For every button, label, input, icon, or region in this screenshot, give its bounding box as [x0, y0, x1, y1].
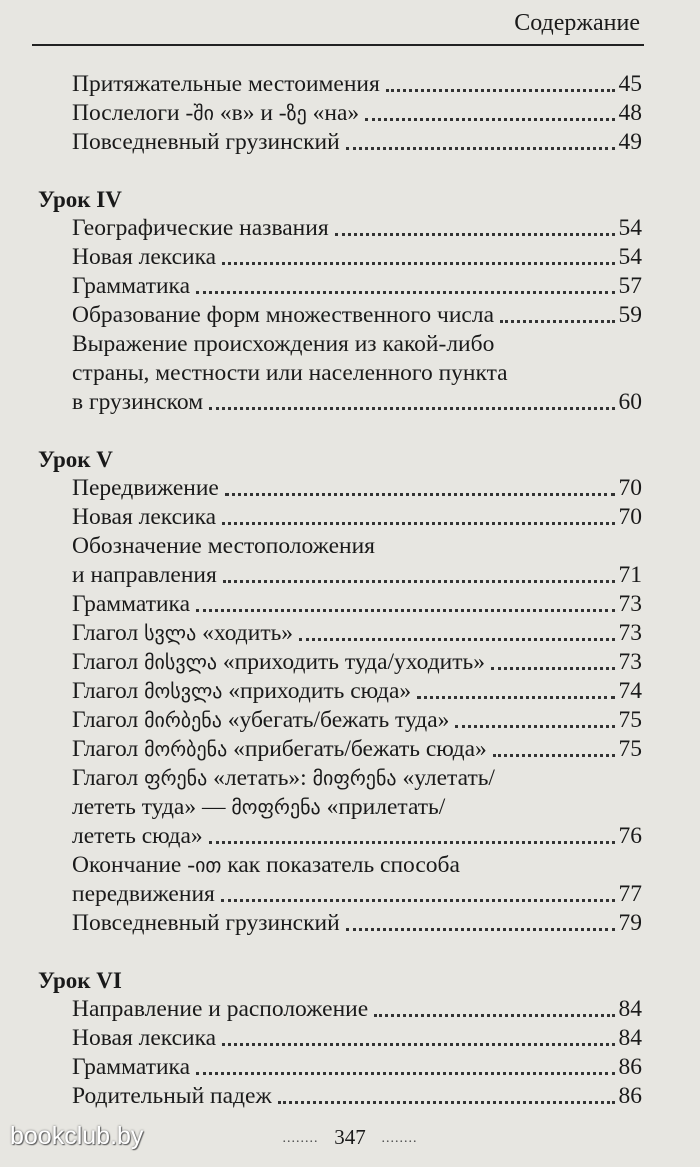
toc-entry-text: Выражение происхождения из какой-либо	[72, 331, 495, 357]
toc-page-number: 84	[618, 1025, 642, 1051]
toc-entry-line	[38, 793, 642, 822]
toc-entry-line	[38, 330, 642, 359]
toc-entry-line	[38, 590, 642, 619]
toc-entry-text: Новая лексика	[72, 504, 217, 530]
dot-leader	[335, 233, 615, 236]
toc-entry-line	[38, 1082, 642, 1111]
toc-entry-line	[38, 735, 642, 764]
footer-left-dots: ........	[282, 1131, 319, 1147]
dot-leader	[299, 638, 614, 641]
toc-entry-line	[38, 214, 642, 243]
header-rule	[32, 44, 644, 46]
toc-entry-line	[38, 851, 642, 880]
toc-entry-line	[38, 909, 642, 938]
toc-section	[38, 966, 642, 1111]
dot-leader	[196, 1072, 614, 1075]
dot-leader	[346, 928, 615, 931]
toc-entry-text: Повседневный грузинский	[72, 129, 340, 155]
toc-entry-text: Глагол მოსვლა «приходить сюда»	[72, 678, 412, 704]
dot-leader	[346, 147, 615, 150]
toc-entry-line	[38, 619, 642, 648]
toc-entry-text: Географические названия	[72, 215, 329, 241]
toc-entry-line	[38, 880, 642, 909]
toc-entry-line	[38, 388, 642, 417]
toc-entry-text: Окончание -ით как показатель способа	[72, 852, 460, 878]
dot-leader	[493, 754, 615, 757]
toc-entry-text: в грузинском	[72, 389, 204, 415]
toc-entry-text: Обозначение местоположения	[72, 533, 375, 559]
dot-leader	[209, 407, 614, 410]
toc-page-number: 49	[618, 129, 642, 155]
dot-leader	[209, 841, 615, 844]
dot-leader	[221, 899, 615, 902]
toc-page-number: 75	[618, 707, 642, 733]
dot-leader	[386, 89, 615, 92]
toc-section	[38, 445, 642, 938]
toc-entry-line	[38, 764, 642, 793]
toc-entry-text: Передвижение	[72, 475, 219, 501]
toc-page-number: 86	[618, 1083, 642, 1109]
toc-entry-line	[38, 243, 642, 272]
toc-entry-text: Повседневный грузинский	[72, 910, 340, 936]
dot-leader	[222, 1043, 614, 1046]
toc-page-number: 60	[618, 389, 642, 415]
toc-page-number: 79	[618, 910, 642, 936]
table-of-contents	[38, 70, 642, 1111]
toc-entry-line	[38, 503, 642, 532]
toc-entry-line	[38, 706, 642, 735]
toc-entry-text: Новая лексика	[72, 1025, 217, 1051]
toc-entry-line	[38, 532, 642, 561]
toc-entry-line	[38, 474, 642, 503]
toc-entry-text: Грамматика	[72, 1054, 191, 1080]
toc-entry-text: Родительный падеж	[72, 1083, 272, 1109]
toc-entry-text: лететь сюда»	[72, 823, 203, 849]
toc-page-number: 73	[618, 649, 642, 675]
toc-page-number: 73	[618, 620, 642, 646]
toc-entry-line	[38, 70, 642, 99]
section-title: Урок IV	[38, 187, 122, 212]
toc-entry-line	[38, 995, 642, 1024]
toc-page-number: 54	[618, 244, 642, 270]
page-number: 347	[334, 1125, 366, 1149]
toc-page-number: 84	[618, 996, 642, 1022]
toc-entry-line	[38, 301, 642, 330]
toc-entry-line	[38, 648, 642, 677]
toc-page-number: 45	[618, 71, 642, 97]
toc-entry-text: Глагол მისვლა «приходить туда/уходить»	[72, 649, 485, 675]
dot-leader	[365, 118, 614, 121]
toc-page-number: 57	[618, 273, 642, 299]
dot-leader	[417, 696, 614, 699]
toc-page-number: 54	[618, 215, 642, 241]
toc-page-number: 77	[618, 881, 642, 907]
toc-entry-text: Глагол მირბენა «убегать/бежать туда»	[72, 707, 450, 733]
toc-section	[38, 70, 642, 157]
toc-entry-text: передвижения	[72, 881, 215, 907]
toc-entry-line	[38, 1053, 642, 1082]
dot-leader	[222, 522, 614, 525]
footer-right-dots: ........	[381, 1131, 418, 1147]
section-title: Урок VI	[38, 968, 122, 993]
toc-page-number: 74	[618, 678, 642, 704]
toc-entry-text: Глагол მორბენა «прибегать/бежать сюда»	[72, 736, 487, 762]
toc-entry-text: Направление и расположение	[72, 996, 369, 1022]
running-header-title: Содержание	[514, 10, 640, 36]
toc-entry-text: Новая лексика	[72, 244, 217, 270]
toc-page-number: 86	[618, 1054, 642, 1080]
toc-entry-line	[38, 128, 642, 157]
toc-entry-text: лететь туда» — მოფრენა «прилетать/	[72, 794, 446, 820]
toc-entry-line	[38, 359, 642, 388]
toc-entry-text: Грамматика	[72, 591, 191, 617]
toc-entry-text: Послелоги -ში «в» и -ზე «на»	[72, 100, 360, 126]
dot-leader	[374, 1014, 614, 1017]
dot-leader	[223, 580, 615, 583]
toc-page-number: 70	[618, 504, 642, 530]
dot-leader	[222, 262, 614, 265]
dot-leader	[225, 493, 615, 496]
section-title: Урок V	[38, 447, 113, 472]
toc-entry-line	[38, 99, 642, 128]
toc-page-number: 71	[618, 562, 642, 588]
toc-entry-text: Грамматика	[72, 273, 191, 299]
dot-leader	[500, 320, 614, 323]
dot-leader	[491, 667, 615, 670]
toc-page-number: 48	[618, 100, 642, 126]
dot-leader	[196, 291, 614, 294]
toc-page-number: 75	[618, 736, 642, 762]
toc-entry-text: Притяжательные местоимения	[72, 71, 380, 97]
toc-page-number: 76	[618, 823, 642, 849]
toc-section	[38, 185, 642, 417]
toc-page-number: 70	[618, 475, 642, 501]
toc-entry-text: и направления	[72, 562, 217, 588]
dot-leader	[278, 1101, 615, 1104]
toc-entry-text: Глагол ფრენა «летать»: მიფრენა «улетать/	[72, 765, 495, 791]
toc-page-number: 73	[618, 591, 642, 617]
toc-entry-text: Глагол სვლა «ходить»	[72, 620, 294, 646]
toc-entry-text: страны, местности или населенного пункта	[72, 360, 508, 386]
toc-entry-line	[38, 1024, 642, 1053]
toc-entry-line	[38, 822, 642, 851]
watermark: bookclub.by	[10, 1122, 144, 1150]
toc-page-number: 59	[618, 302, 642, 328]
toc-entry-text: Образование форм множественного числа	[72, 302, 495, 328]
toc-entry-line	[38, 677, 642, 706]
dot-leader	[196, 609, 614, 612]
toc-entry-line	[38, 561, 642, 590]
toc-entry-line	[38, 272, 642, 301]
dot-leader	[455, 725, 614, 728]
